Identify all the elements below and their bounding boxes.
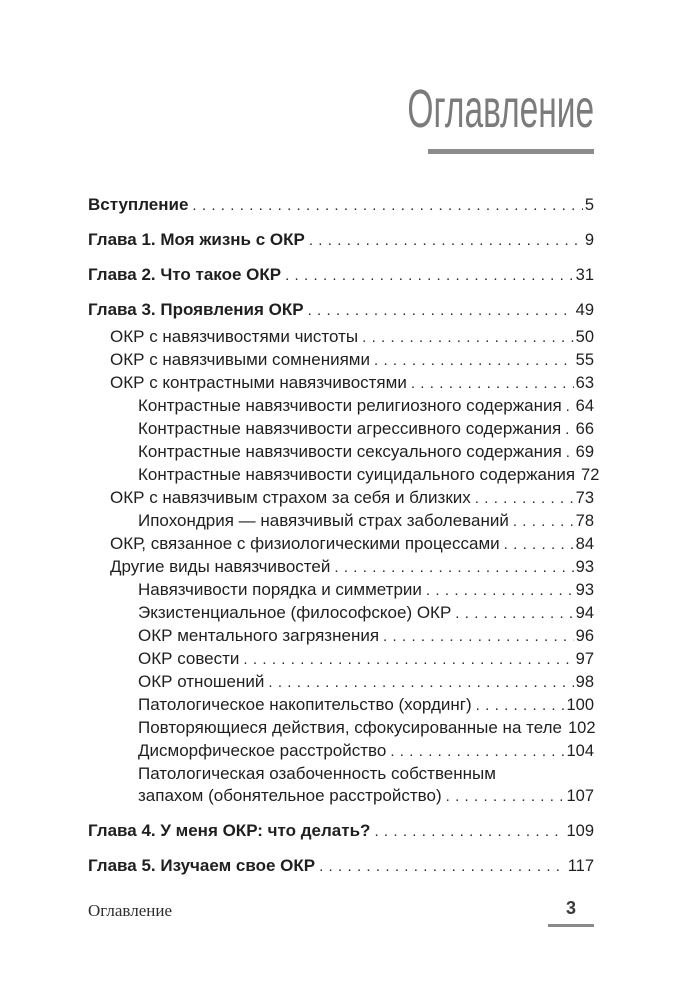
toc-entry-page: 109 (566, 822, 594, 840)
title-rule (428, 149, 594, 154)
toc-entry-page: 107 (566, 787, 594, 805)
toc-entry (88, 556, 594, 579)
dot-leader (513, 510, 574, 533)
toc-entry-label: Контрастные навязчивости сексуального содержания (138, 442, 562, 461)
dot-leader (566, 395, 574, 418)
toc-entry (88, 602, 594, 625)
toc-entry (88, 372, 594, 395)
dot-leader (455, 602, 573, 625)
toc-entry (88, 648, 594, 671)
dot-leader (475, 487, 574, 510)
toc-entry-page: 73 (575, 489, 594, 507)
toc-entry-label: ОКР с навязчивыми сомнениями (110, 350, 370, 369)
dot-leader (374, 349, 574, 372)
dot-leader (565, 418, 573, 441)
dot-leader (268, 671, 573, 694)
toc-entry-label: Глава 2. Что такое ОКР (88, 265, 282, 284)
toc-entry (88, 395, 594, 418)
toc-entry (88, 785, 594, 808)
toc-entry-label: Глава 3. Проявления ОКР (88, 300, 304, 319)
dot-leader (390, 740, 564, 763)
page-title: Оглавление (407, 79, 594, 139)
toc-entry-label: Ипохондрия — навязчивый страх заболеваний (138, 511, 509, 530)
toc-entry (88, 717, 594, 740)
toc-entry (88, 326, 594, 349)
dot-leader (374, 820, 564, 843)
toc-entry-label: Дисморфическое расстройство (138, 741, 387, 760)
toc-entry (88, 510, 594, 533)
toc-entry-label: Контрастные навязчивости суицидального содержания (138, 465, 576, 484)
toc-entry-page: 93 (575, 558, 594, 576)
dot-leader (411, 372, 574, 395)
toc-entry-label: Навязчивости порядка и симметрии (138, 580, 422, 599)
toc-entry-label: Повторяющиеся действия, сфокусированные на теле (138, 718, 562, 737)
dot-leader (243, 648, 573, 671)
toc-entry-page: 55 (575, 351, 594, 369)
toc-entry-label: ОКР отношений (138, 672, 265, 691)
dot-leader (362, 326, 574, 349)
toc-entry-page: 49 (575, 301, 594, 319)
footer-section-label: Оглавление (88, 901, 172, 920)
toc-entry-label: Глава 5. Изучаем свое ОКР (88, 856, 316, 875)
dot-leader (192, 194, 582, 217)
toc-entry-label: Глава 4. У меня ОКР: что делать? (88, 821, 371, 840)
toc-entry (88, 625, 594, 648)
dot-leader (383, 625, 574, 648)
toc-entry (88, 487, 594, 510)
toc-entry (88, 671, 594, 694)
toc-entry (88, 694, 594, 717)
toc-entry-label: Патологическая озабоченность собственным (138, 764, 496, 783)
footer-page-number: 3 (548, 898, 594, 927)
toc-entry (88, 349, 594, 372)
toc-entry-page: 100 (566, 696, 594, 714)
dot-leader (334, 556, 573, 579)
toc-entry-page: 63 (575, 374, 594, 392)
dot-leader (566, 441, 574, 464)
toc-entry (88, 855, 594, 878)
toc-entry-label: Другие виды навязчивостей (110, 557, 331, 576)
toc-entry-page: 31 (575, 266, 594, 284)
dot-leader (285, 264, 574, 287)
toc-entry-page: 72 (581, 466, 600, 484)
dot-leader (504, 533, 574, 556)
toc-entry-label: ОКР с навязчивым страхом за себя и близких (110, 488, 471, 507)
toc-entry (88, 740, 594, 763)
toc-entry (88, 264, 594, 287)
toc-entry-label: ОКР с навязчивостями чистоты (110, 327, 359, 346)
toc-entry-label: Контрастные навязчивости религиозного содержания (138, 396, 562, 415)
dot-leader (308, 299, 574, 322)
toc-entry (88, 418, 594, 441)
toc-entry (88, 229, 594, 252)
toc-entry-page: 50 (575, 328, 594, 346)
toc-entry-label: Вступление (88, 195, 189, 214)
page-footer (88, 898, 594, 927)
toc-entry-page: 94 (575, 604, 594, 622)
toc-entry (88, 194, 594, 217)
toc-entry-label: Патологическое накопительство (хординг) (138, 695, 472, 714)
toc-entry-page: 69 (575, 443, 594, 461)
toc-entry (88, 299, 594, 322)
page-header (293, 79, 594, 154)
toc-entry-page: 93 (575, 581, 594, 599)
toc-entry-label: ОКР совести (138, 649, 240, 668)
toc-entry (88, 533, 594, 556)
toc-entry (88, 763, 594, 785)
toc-entry-page: 97 (575, 650, 594, 668)
toc-entry (88, 820, 594, 843)
dot-leader (426, 579, 574, 602)
toc-entry-page: 104 (566, 742, 594, 760)
toc-entry-label: ОКР с контрастными навязчивостями (110, 373, 407, 392)
dot-leader (476, 694, 565, 717)
toc-entry-page: 98 (575, 673, 594, 691)
toc-entry-label: Глава 1. Моя жизнь с ОКР (88, 230, 305, 249)
toc-entry-label: ОКР, связанное с физиологическими процессами (110, 534, 500, 553)
toc-entry-page: 96 (575, 627, 594, 645)
dot-leader (309, 229, 583, 252)
toc-entry-page: 117 (567, 857, 594, 875)
toc-entry-page: 9 (584, 231, 594, 249)
toc-entry-page: 102 (567, 719, 596, 737)
toc-entry-page: 78 (575, 512, 594, 530)
toc-entry (88, 464, 600, 487)
toc-entry-page: 64 (575, 397, 594, 415)
toc-entry-label: запахом (обонятельное расстройство) (138, 786, 442, 805)
toc-entry-page: 84 (575, 535, 594, 553)
toc-entry-label: Контрастные навязчивости агрессивного содержания (138, 419, 562, 438)
dot-leader (446, 785, 565, 808)
dot-leader (319, 855, 566, 878)
toc-entry-label: Экзистенциальное (философское) ОКР (138, 603, 452, 622)
toc-entry (88, 579, 594, 602)
toc-entry (88, 441, 594, 464)
toc-entry-page: 5 (584, 196, 594, 214)
toc-list (88, 182, 600, 882)
toc-entry-label: ОКР ментального загрязнения (138, 626, 380, 645)
toc-entry-page: 66 (575, 420, 594, 438)
